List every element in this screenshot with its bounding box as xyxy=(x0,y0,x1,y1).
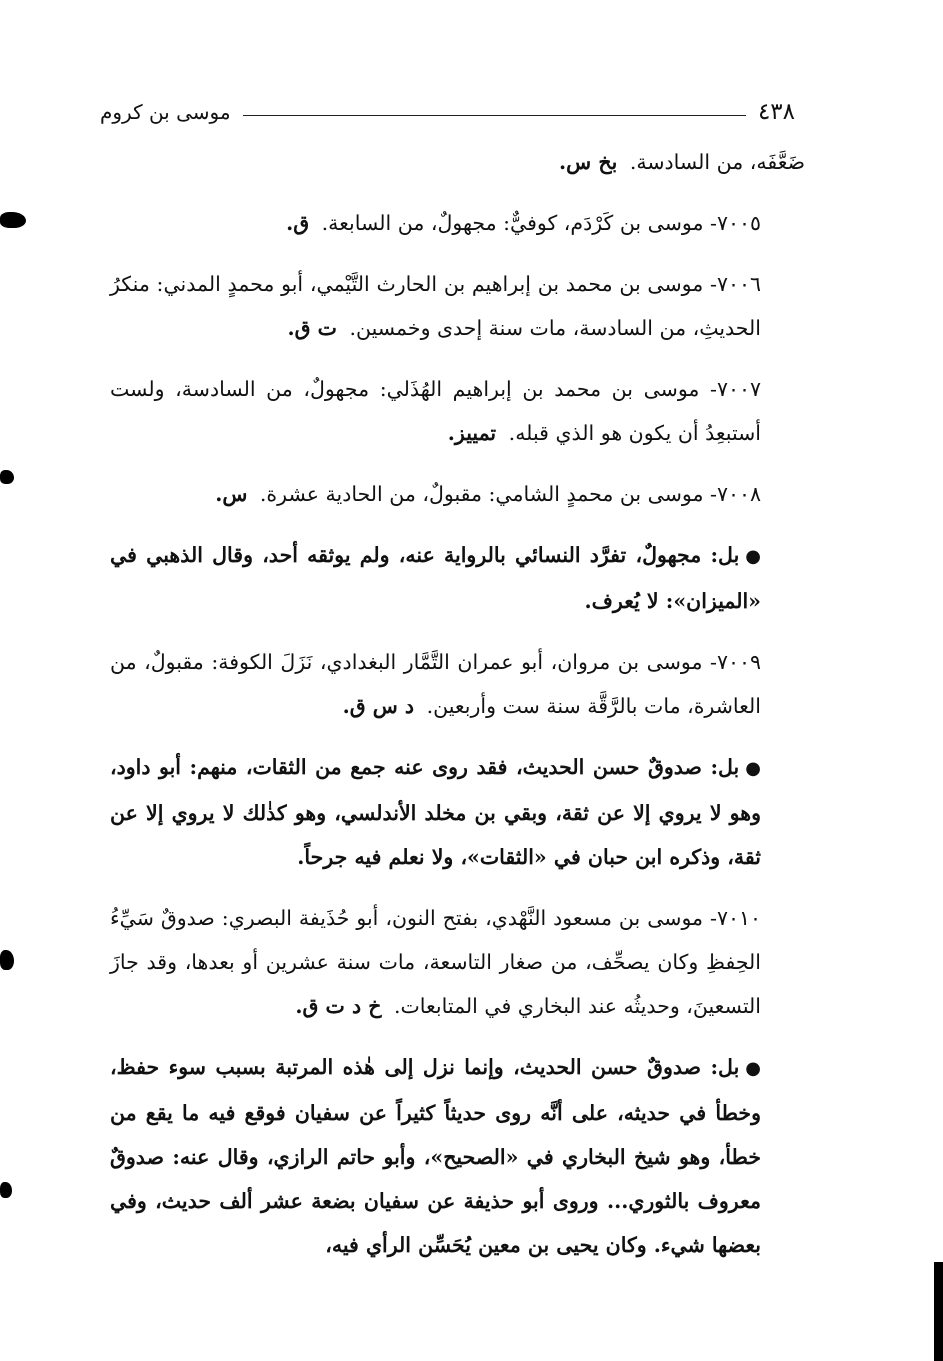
note-7010 xyxy=(110,1045,805,1267)
entry-number: ٧٠٠٨- xyxy=(710,482,761,506)
entry-text: موسى بن محمد بن إبراهيم الهُذَلي: مجهولٌ، من السادسة، ولست أستبعِدُ أن يكون هو الذي قبله. xyxy=(110,377,761,445)
entry-text: موسى بن محمدٍ الشامي: مقبولٌ، من الحادية عشرة. xyxy=(259,482,704,506)
note-text: بل: مجهولٌ، تفرَّد النسائي بالرواية عنه، ولم يوثقه أحد، وقال الذهبي في «الميزان»: لا يُعرف. xyxy=(110,543,761,613)
entry-text: موسى بن مروان، أبو عمران التَّمَّار البغدادي، نَزَلَ الكوفة: مقبولٌ، من العاشرة، مات بالرَّقَّة سنة ست وأربعين. xyxy=(110,650,761,718)
scan-edge-mark xyxy=(0,950,14,970)
entry-codes: تمييز. xyxy=(447,421,497,445)
scan-edge-mark xyxy=(934,1262,943,1361)
bullet-icon: ● xyxy=(745,546,761,567)
entry-7009 xyxy=(110,640,805,728)
entry-codes: د س ق. xyxy=(342,694,415,718)
page-body xyxy=(110,140,805,1284)
page-number: ٤٣٨ xyxy=(757,99,795,125)
header-rule xyxy=(243,115,746,116)
entry-number: ٧٠٠٧- xyxy=(710,377,761,401)
note-text: بل: صدوقٌ حسن الحديث، وإنما نزل إلى هٰذه المرتبة بسبب سوء حفظ، وخطأ في حديثه، على أنَّه روى حديثاً كثيراً عن سفيان فوقع فيه ما يقع من خطأ، وهو شيخ البخاري في «الصحيح»، وأبو حاتم الرازي، وقال عنه: صدوقٌ معروف بالثوري... وروى أبو حذيفة عن سفيان بضعة عشر ألف حديث، وفي بعضها شيء. وكان يحيى بن معين يُحَسِّن الرأي فيه، xyxy=(110,1055,761,1257)
note-7008 xyxy=(110,533,805,623)
entry-number: ٧٠١٠- xyxy=(710,906,761,930)
running-title: موسى بن كروم xyxy=(100,100,231,124)
scan-edge-mark xyxy=(0,470,14,484)
entry-text: موسى بن محمد بن إبراهيم بن الحارث التَّيْمي، أبو محمدٍ المدني: منكرُ الحديثِ، من السادسة، مات سنة إحدى وخمسين. xyxy=(110,272,761,340)
entry-number: ٧٠٠٦- xyxy=(710,272,761,296)
entry-codes: خ د ت ق. xyxy=(295,994,382,1018)
entry-number: ٧٠٠٥- xyxy=(710,211,761,235)
entry-codes: ق. xyxy=(286,211,310,235)
note-text: بل: صدوقٌ حسن الحديث، فقد روى عنه جمع من الثقات، منهم: أبو داود، وهو لا يروي إلا عن ثقة، وبقي بن مخلد الأندلسي، وهو كذٰلك لا يروي إلا عن ثقة، وذكره ابن حبان في «الثقات»، ولا نعلم فيه جرحاً. xyxy=(110,755,761,869)
note-7009 xyxy=(110,745,805,879)
entry-codes: بخ س. xyxy=(559,150,618,174)
entry-codes: س. xyxy=(215,482,248,506)
entry-7008 xyxy=(110,472,805,516)
scan-edge-mark xyxy=(0,212,26,228)
entry-text: موسى بن مسعود النَّهْدي، بفتح النون، أبو حُذَيفة البصري: صدوقٌ سَيِّءُ الحِفظِ وكان يصحِّف، من صغار التاسعة، مات سنة عشرين أو بعدها، وقد جازَ التسعينَ، وحديثُه عند البخاري في المتابعات. xyxy=(110,906,761,1018)
bullet-icon: ● xyxy=(745,1058,761,1079)
page-header xyxy=(100,92,795,132)
bullet-icon: ● xyxy=(745,758,761,779)
entry-text: موسى بن كَرْدَم، كوفيٌّ: مجهولٌ، من السابعة. xyxy=(321,211,704,235)
continued-entry xyxy=(110,140,805,184)
entry-text: ضَعَّفَه، من السادسة. xyxy=(629,150,805,174)
entry-7010 xyxy=(110,896,805,1028)
entry-codes: ت ق. xyxy=(287,316,337,340)
entry-7007 xyxy=(110,367,805,455)
scan-edge-mark xyxy=(0,1182,12,1198)
entry-7006 xyxy=(110,262,805,350)
entry-7005 xyxy=(110,201,805,245)
entry-number: ٧٠٠٩- xyxy=(710,650,761,674)
